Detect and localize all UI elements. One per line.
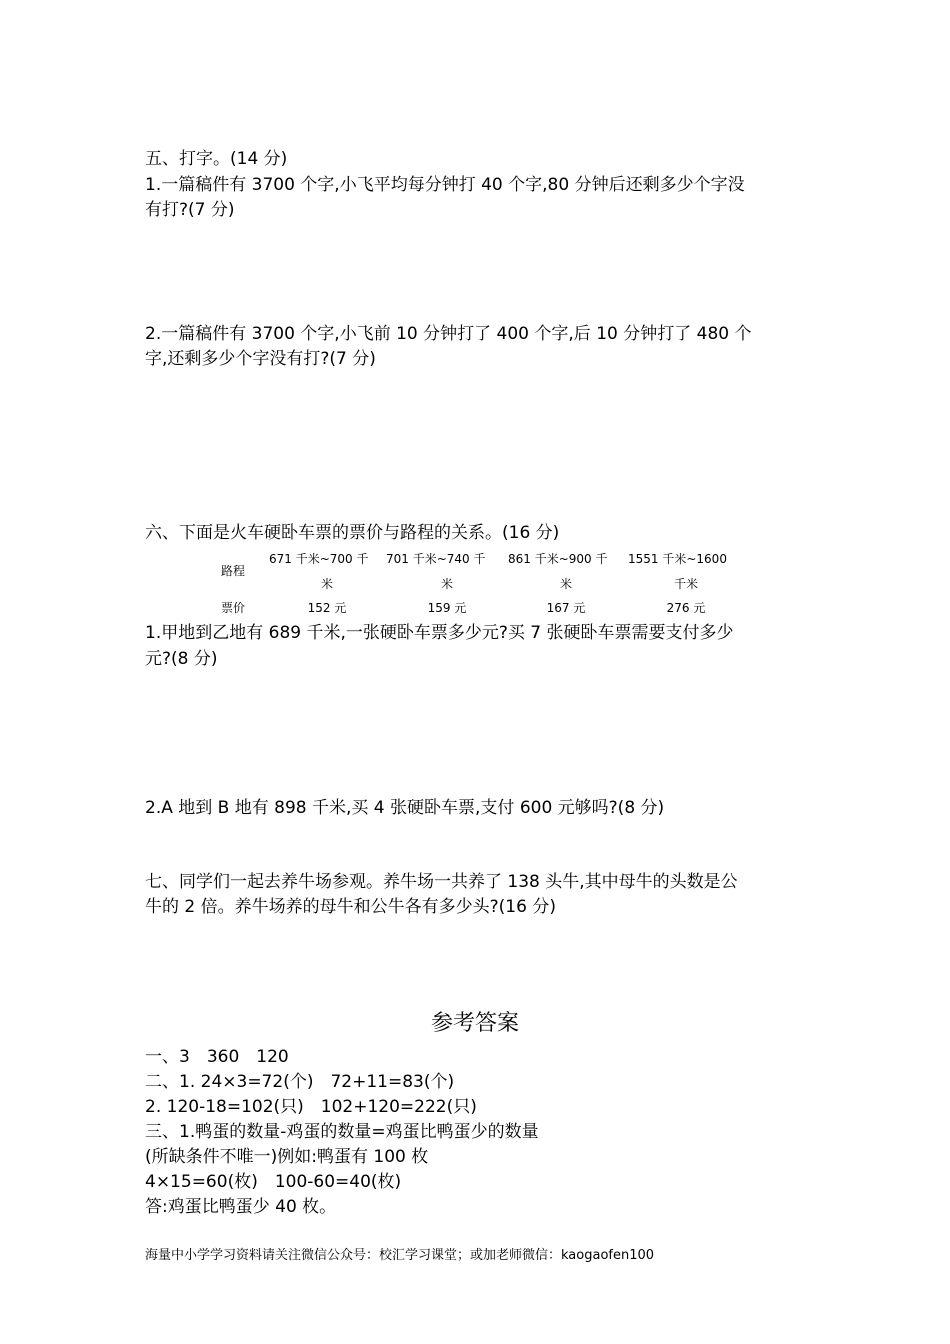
table-distance-1-line2: 米 <box>320 577 333 591</box>
section-6-q1-line2: 元?(8 分) <box>145 649 218 669</box>
table-distance-4-line2: 千米 <box>673 577 698 591</box>
answer-line-4: 三、1.鸭蛋的数量-鸡蛋的数量=鸡蛋比鸭蛋少的数量 <box>145 1122 539 1142</box>
table-price-2: 159 元 <box>427 601 467 615</box>
section-7-line2: 牛的 2 倍。养牛场养的母牛和公牛各有多少头?(16 分) <box>145 897 556 917</box>
section-7-line1: 七、同学们一起去养牛场参观。养牛场一共养了 138 头牛,其中母牛的头数是公 <box>145 872 738 892</box>
section-6-q2-line1: 2.A 地到 B 地有 898 千米,买 4 张硬卧车票,支付 600 元够吗?(8 分) <box>145 798 665 818</box>
table-distance-2-line1: 701 千米~740 千 <box>386 552 486 566</box>
section-6-title: 六、下面是火车硬卧车票的票价与路程的关系。(16 分) <box>145 523 560 543</box>
section-5-title: 五、打字。(14 分) <box>145 149 288 169</box>
table-distance-3-line2: 米 <box>559 577 572 591</box>
section-6-q1-line1: 1.甲地到乙地有 689 千米,一张硬卧车票多少元?买 7 张硬卧车票需要支付多少 <box>145 623 734 643</box>
answer-line-1: 一、3 360 120 <box>145 1047 289 1067</box>
section-5-q1-line2: 有打?(7 分) <box>145 200 235 220</box>
section-5-q2-line2: 字,还剩多少个字没有打?(7 分) <box>145 349 376 369</box>
answer-line-3: 2. 120-18=102(只) 102+120=222(只) <box>145 1097 477 1117</box>
table-distance-3-line1: 861 千米~900 千 <box>508 552 608 566</box>
page-footer: 海量中小学学习资料请关注微信公众号：校汇学习课堂；或加老师微信：kaogaofen100 <box>145 1248 655 1263</box>
table-price-4: 276 元 <box>666 601 706 615</box>
answer-line-6: 4×15=60(枚) 100-60=40(枚) <box>145 1172 402 1192</box>
table-price-3: 167 元 <box>546 601 586 615</box>
table-label-price: 票价 <box>221 601 246 615</box>
answer-line-2: 二、1. 24×3=72(个) 72+11=83(个) <box>145 1072 455 1092</box>
table-price-1: 152 元 <box>307 601 347 615</box>
section-5-q1-line1: 1.一篇稿件有 3700 个字,小飞平均每分钟打 40 个字,80 分钟后还剩多少个字没 <box>145 175 745 195</box>
section-5-q2-line1: 2.一篇稿件有 3700 个字,小飞前 10 分钟打了 400 个字,后 10 分钟打了 480 个 <box>145 324 752 344</box>
answer-line-7: 答:鸡蛋比鸭蛋少 40 枚。 <box>145 1197 337 1217</box>
answers-title: 参考答案 <box>430 1011 519 1036</box>
table-distance-2-line2: 米 <box>440 577 453 591</box>
table-label-distance: 路程 <box>221 564 246 578</box>
table-distance-1-line1: 671 千米~700 千 <box>269 552 369 566</box>
table-distance-4-line1: 1551 千米~1600 <box>628 552 727 566</box>
answer-line-5: (所缺条件不唯一)例如:鸭蛋有 100 枚 <box>145 1147 429 1167</box>
